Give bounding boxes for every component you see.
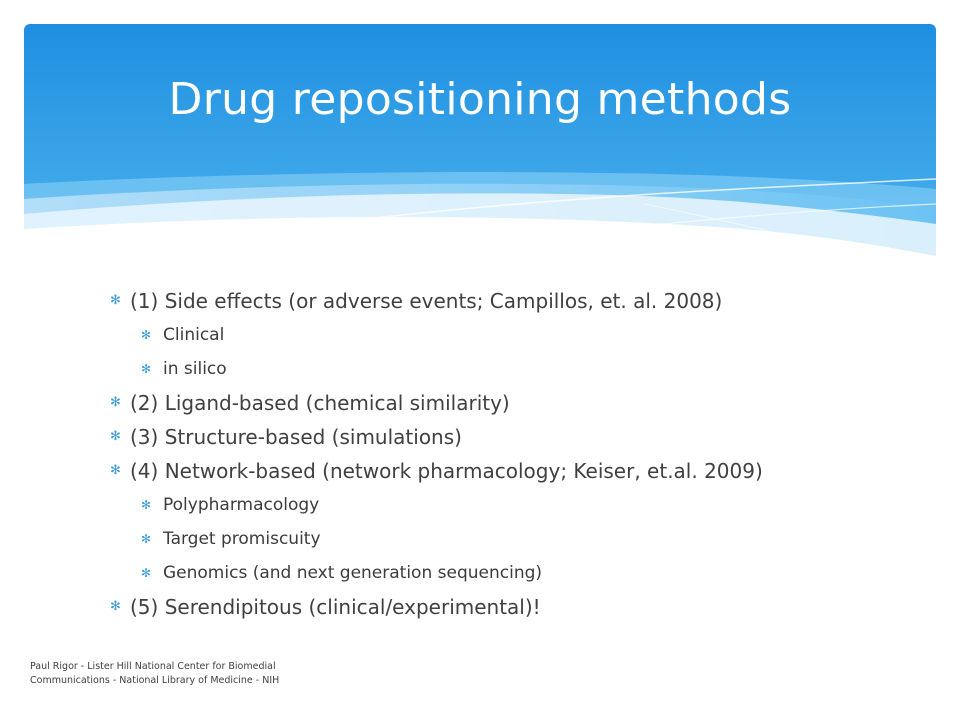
bullet-text: (1) Side effects (or adverse events; Campillos, et. al. 2008) <box>130 289 723 313</box>
bullet-text: Polypharmacology <box>163 495 320 515</box>
sub-bullet-item-clinical <box>110 318 910 352</box>
asterisk-bullet-icon: ✻ <box>141 532 152 546</box>
bullet-text: (2) Ligand-based (chemical similarity) <box>130 391 510 415</box>
bullet-text: Target promiscuity <box>163 529 321 549</box>
bullet-item-side-effects <box>110 284 910 318</box>
sub-bullet-item-polypharmacology <box>110 488 910 522</box>
bullet-text: Clinical <box>163 325 225 345</box>
asterisk-bullet-icon: ✻ <box>110 599 121 614</box>
footer-line-1: Paul Rigor - Lister Hill National Center for Biomedial <box>30 661 276 672</box>
slide-footer <box>30 660 350 688</box>
bullet-item-ligand-based <box>110 386 910 420</box>
bullet-text: in silico <box>163 359 227 379</box>
asterisk-bullet-icon: ✻ <box>110 395 121 410</box>
asterisk-bullet-icon: ✻ <box>141 328 152 342</box>
footer-line-2: Communications - National Library of Medicine - NIH <box>30 675 280 686</box>
bullet-text: (3) Structure-based (simulations) <box>130 425 462 449</box>
sub-bullet-item-target-promiscuity <box>110 522 910 556</box>
bullet-text: (5) Serendipitous (clinical/experimental)! <box>130 595 541 619</box>
title-banner <box>24 24 936 274</box>
bullet-item-structure-based <box>110 420 910 454</box>
bullet-list <box>110 284 910 624</box>
asterisk-bullet-icon: ✻ <box>110 463 121 478</box>
asterisk-bullet-icon: ✻ <box>141 498 152 512</box>
bullet-text: (4) Network-based (network pharmacology; Keiser, et.al. 2009) <box>130 459 763 483</box>
slide-title: Drug repositioning methods <box>168 74 792 125</box>
bullet-item-serendipitous <box>110 590 910 624</box>
bullet-item-network-based <box>110 454 910 488</box>
asterisk-bullet-icon: ✻ <box>110 293 121 308</box>
bullet-text: Genomics (and next generation sequencing) <box>163 563 543 583</box>
sub-bullet-item-in-silico <box>110 352 910 386</box>
asterisk-bullet-icon: ✻ <box>141 566 152 580</box>
asterisk-bullet-icon: ✻ <box>141 362 152 376</box>
wave-banner-graphic <box>24 24 936 274</box>
asterisk-bullet-icon: ✻ <box>110 429 121 444</box>
sub-bullet-item-genomics <box>110 556 910 590</box>
